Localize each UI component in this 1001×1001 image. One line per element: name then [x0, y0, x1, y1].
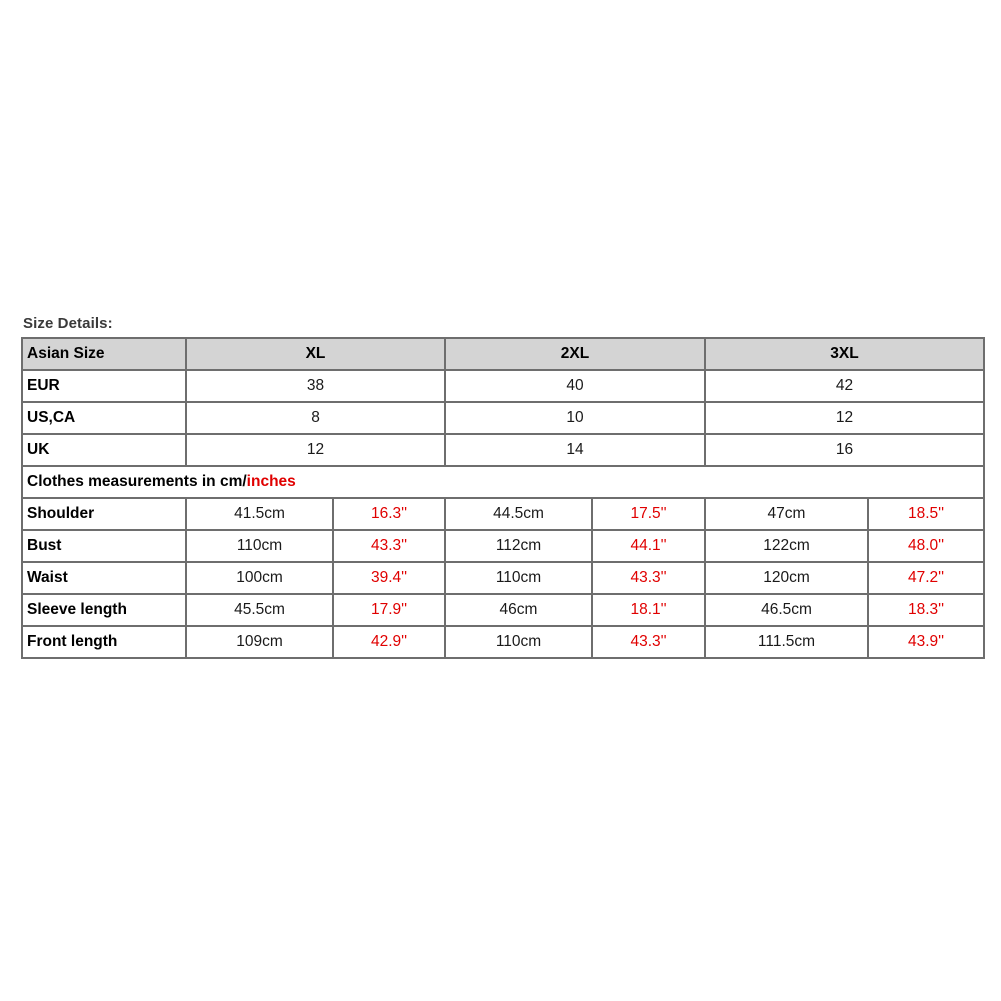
cm-cell: 44.5cm: [445, 498, 592, 530]
cm-cell: 120cm: [705, 562, 868, 594]
cm-cell: 112cm: [445, 530, 592, 562]
table-cell: 40: [445, 370, 705, 402]
cm-cell: 47cm: [705, 498, 868, 530]
inch-cell: 18.3'': [868, 594, 984, 626]
cm-cell: 111.5cm: [705, 626, 868, 658]
table-cell: 10: [445, 402, 705, 434]
table-row-sleeve-length: [22, 594, 984, 626]
inch-cell: 48.0'': [868, 530, 984, 562]
inch-cell: 44.1'': [592, 530, 705, 562]
inch-cell: 43.3'': [333, 530, 445, 562]
inch-cell: 42.9'': [333, 626, 445, 658]
table-row-waist: [22, 562, 984, 594]
table-cell: 16: [705, 434, 984, 466]
row-label: UK: [22, 434, 186, 466]
cm-cell: 45.5cm: [186, 594, 333, 626]
size-header-2xl: 2XL: [445, 338, 705, 370]
inch-cell: 43.3'': [592, 562, 705, 594]
table-cell: 12: [186, 434, 445, 466]
row-label: EUR: [22, 370, 186, 402]
cm-cell: 100cm: [186, 562, 333, 594]
table-cell: 12: [705, 402, 984, 434]
cm-cell: 109cm: [186, 626, 333, 658]
cm-cell: 46.5cm: [705, 594, 868, 626]
table-cell: 14: [445, 434, 705, 466]
asian-size-label: Asian Size: [22, 338, 186, 370]
inch-cell: 18.1'': [592, 594, 705, 626]
table-row-shoulder: [22, 498, 984, 530]
inch-cell: 16.3'': [333, 498, 445, 530]
caption-text: Clothes measurements in cm/: [27, 473, 247, 490]
table-row-uk: [22, 434, 984, 466]
inch-cell: 18.5'': [868, 498, 984, 530]
row-label: Front length: [22, 626, 186, 658]
row-label: Sleeve length: [22, 594, 186, 626]
table-row-front-length: [22, 626, 984, 658]
cm-cell: 41.5cm: [186, 498, 333, 530]
cm-cell: 122cm: [705, 530, 868, 562]
table-cell: 42: [705, 370, 984, 402]
cm-cell: 110cm: [186, 530, 333, 562]
caption-inches-text: inches: [246, 473, 296, 490]
inch-cell: 39.4'': [333, 562, 445, 594]
size-header-xl: XL: [186, 338, 445, 370]
size-chart-table: [21, 337, 985, 659]
measurements-caption-row: [22, 466, 984, 498]
row-label: Shoulder: [22, 498, 186, 530]
table-row-bust: [22, 530, 984, 562]
cm-cell: 110cm: [445, 626, 592, 658]
measurements-caption: [22, 466, 984, 498]
row-label: Bust: [22, 530, 186, 562]
table-cell: 8: [186, 402, 445, 434]
inch-cell: 17.9'': [333, 594, 445, 626]
cm-cell: 110cm: [445, 562, 592, 594]
inch-cell: 47.2'': [868, 562, 984, 594]
cm-cell: 46cm: [445, 594, 592, 626]
row-label: Waist: [22, 562, 186, 594]
inch-cell: 43.9'': [868, 626, 984, 658]
table-header-row: [22, 338, 984, 370]
inch-cell: 43.3'': [592, 626, 705, 658]
inch-cell: 17.5'': [592, 498, 705, 530]
table-cell: 38: [186, 370, 445, 402]
size-details-title: Size Details:: [23, 315, 113, 332]
row-label: US,CA: [22, 402, 186, 434]
table-row-eur: [22, 370, 984, 402]
size-header-3xl: 3XL: [705, 338, 984, 370]
table-row-us-ca: [22, 402, 984, 434]
